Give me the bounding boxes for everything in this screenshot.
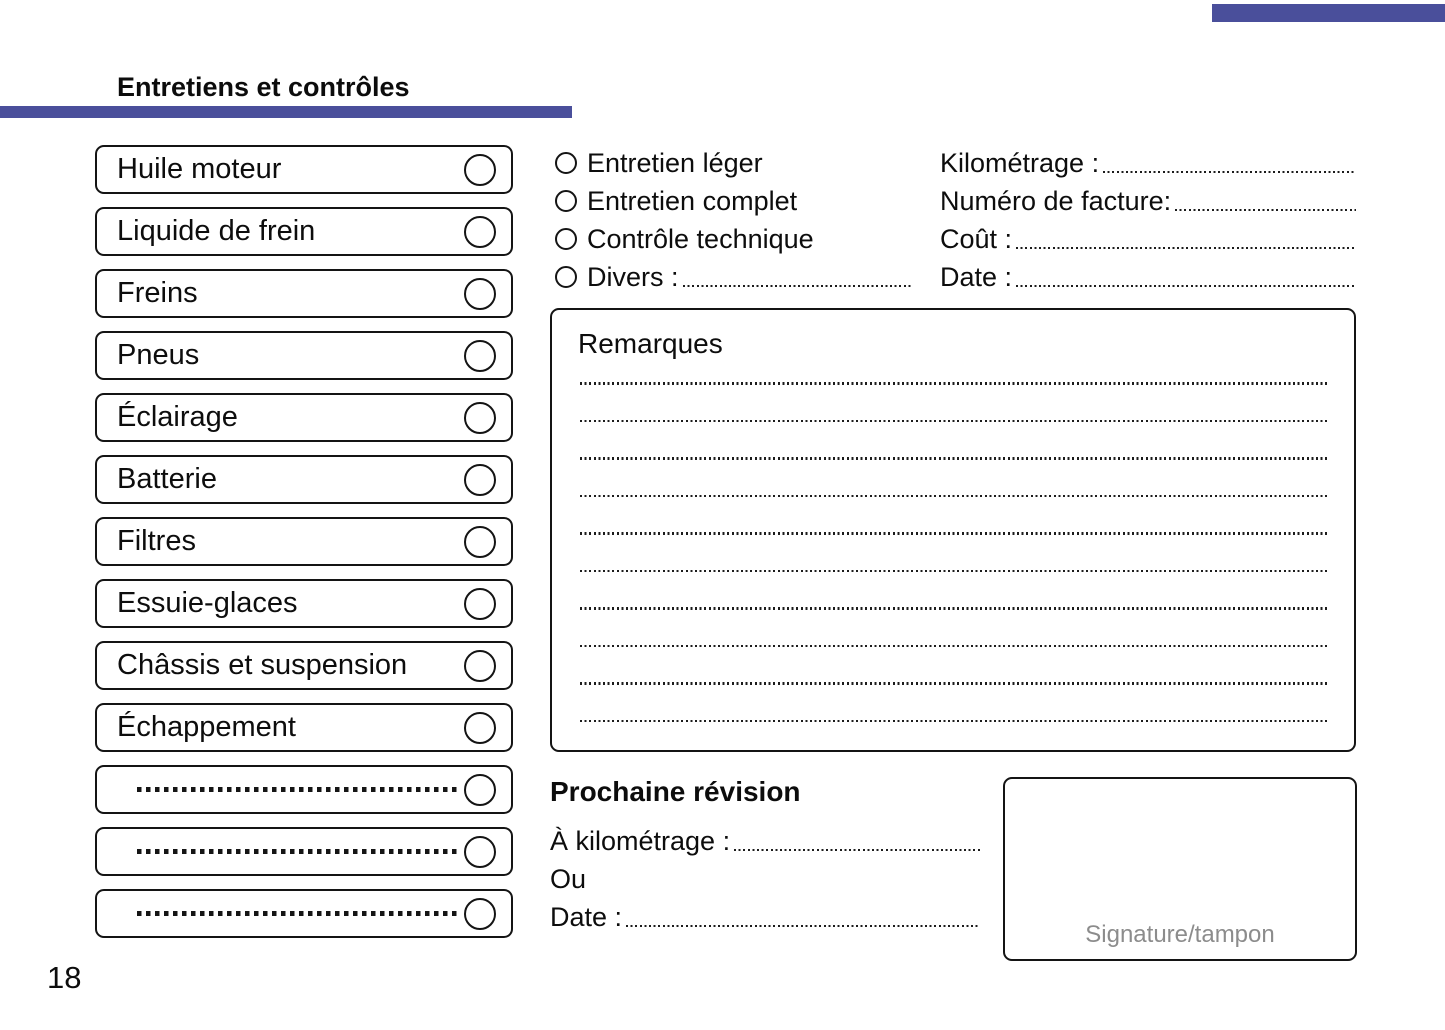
next-service-section xyxy=(550,776,980,936)
next-service-mileage-row xyxy=(550,822,980,860)
field-row xyxy=(940,258,1356,296)
check-circle[interactable] xyxy=(464,712,496,744)
radio-circle[interactable] xyxy=(555,266,577,288)
checklist-blank-dotted-line[interactable] xyxy=(137,787,459,792)
checklist-item xyxy=(95,207,513,256)
field-label: Date : xyxy=(940,261,1013,292)
service-type-option xyxy=(555,258,913,296)
checklist-item-label: Freins xyxy=(117,277,198,309)
next-service-or-label: Ou xyxy=(550,863,587,894)
check-circle[interactable] xyxy=(464,526,496,558)
checklist-item-label: Châssis et suspension xyxy=(117,649,408,681)
next-service-mileage-label: À kilométrage : xyxy=(550,825,731,856)
checklist-item xyxy=(95,455,513,504)
remarks-dotted-line[interactable] xyxy=(580,457,1328,460)
checklist-item xyxy=(95,579,513,628)
page-edge-accent-bar xyxy=(1212,4,1445,22)
service-info-fields xyxy=(940,144,1356,296)
check-circle[interactable] xyxy=(464,402,496,434)
remarks-lines xyxy=(580,382,1328,757)
radio-circle[interactable] xyxy=(555,228,577,250)
check-circle[interactable] xyxy=(464,278,496,310)
title-underline-bar xyxy=(0,106,572,118)
check-circle[interactable] xyxy=(464,216,496,248)
remarks-box xyxy=(550,308,1356,752)
remarks-dotted-line[interactable] xyxy=(580,532,1328,535)
dotted-leader[interactable] xyxy=(734,849,980,852)
field-row xyxy=(940,220,1356,258)
service-type-label: Divers : xyxy=(587,261,679,292)
service-type-option xyxy=(555,144,913,182)
signature-stamp-label: Signature/tampon xyxy=(1085,921,1275,948)
check-circle[interactable] xyxy=(464,836,496,868)
check-circle[interactable] xyxy=(464,650,496,682)
checklist-item-label: Liquide de frein xyxy=(117,215,316,247)
dotted-leader[interactable] xyxy=(626,925,980,928)
checklist-item xyxy=(95,889,513,938)
field-row xyxy=(940,182,1356,220)
next-service-date-label: Date : xyxy=(550,901,623,932)
checklist-item-label: Essuie-glaces xyxy=(117,587,298,619)
remarks-dotted-line[interactable] xyxy=(580,420,1328,423)
remarks-dotted-line[interactable] xyxy=(580,720,1328,723)
remarks-dotted-line[interactable] xyxy=(580,645,1328,648)
remarks-dotted-line[interactable] xyxy=(580,607,1328,610)
field-label: Numéro de facture: xyxy=(940,185,1172,216)
next-service-or-row xyxy=(550,860,980,898)
signature-stamp-box[interactable] xyxy=(1003,777,1357,961)
radio-circle[interactable] xyxy=(555,190,577,212)
remarks-dotted-line[interactable] xyxy=(580,382,1328,385)
check-circle[interactable] xyxy=(464,464,496,496)
radio-circle[interactable] xyxy=(555,152,577,174)
page-number: 18 xyxy=(47,960,82,995)
service-type-option xyxy=(555,182,913,220)
service-type-label: Entretien complet xyxy=(587,185,798,216)
maintenance-checklist xyxy=(95,145,513,938)
remarks-dotted-line[interactable] xyxy=(580,570,1328,573)
checklist-item xyxy=(95,641,513,690)
next-service-title: Prochaine révision xyxy=(550,776,801,807)
checklist-item-label: Échappement xyxy=(117,711,296,743)
field-label: Kilométrage : xyxy=(940,147,1100,178)
check-circle[interactable] xyxy=(464,898,496,930)
checklist-item xyxy=(95,331,513,380)
check-circle[interactable] xyxy=(464,340,496,372)
field-row xyxy=(940,144,1356,182)
checklist-item-label: Huile moteur xyxy=(117,153,282,185)
checklist-blank-dotted-line[interactable] xyxy=(137,849,459,854)
checklist-item-label: Pneus xyxy=(117,339,200,371)
dotted-leader[interactable] xyxy=(1016,285,1356,288)
checklist-item xyxy=(95,517,513,566)
checklist-item xyxy=(95,765,513,814)
dotted-leader[interactable] xyxy=(1103,171,1356,174)
page-title: Entretiens et contrôles xyxy=(117,72,410,102)
field-label: Coût : xyxy=(940,223,1013,254)
remarks-dotted-line[interactable] xyxy=(580,495,1328,498)
remarks-dotted-line[interactable] xyxy=(580,682,1328,685)
next-service-date-row xyxy=(550,898,980,936)
checklist-item-label: Filtres xyxy=(117,525,196,557)
service-type-options xyxy=(555,144,913,296)
checklist-blank-dotted-line[interactable] xyxy=(137,911,459,916)
check-circle[interactable] xyxy=(464,588,496,620)
checklist-item xyxy=(95,145,513,194)
checklist-item-label: Éclairage xyxy=(117,401,238,433)
checklist-item xyxy=(95,703,513,752)
dotted-leader[interactable] xyxy=(1016,247,1356,250)
check-circle[interactable] xyxy=(464,154,496,186)
checklist-item xyxy=(95,393,513,442)
checklist-item xyxy=(95,827,513,876)
dotted-leader[interactable] xyxy=(683,285,913,288)
check-circle[interactable] xyxy=(464,774,496,806)
service-type-option xyxy=(555,220,913,258)
dotted-leader[interactable] xyxy=(1175,209,1356,212)
remarks-title: Remarques xyxy=(578,328,723,359)
checklist-item-label: Batterie xyxy=(117,463,217,495)
checklist-item xyxy=(95,269,513,318)
service-type-label: Contrôle technique xyxy=(587,223,814,254)
service-type-label: Entretien léger xyxy=(587,147,763,178)
